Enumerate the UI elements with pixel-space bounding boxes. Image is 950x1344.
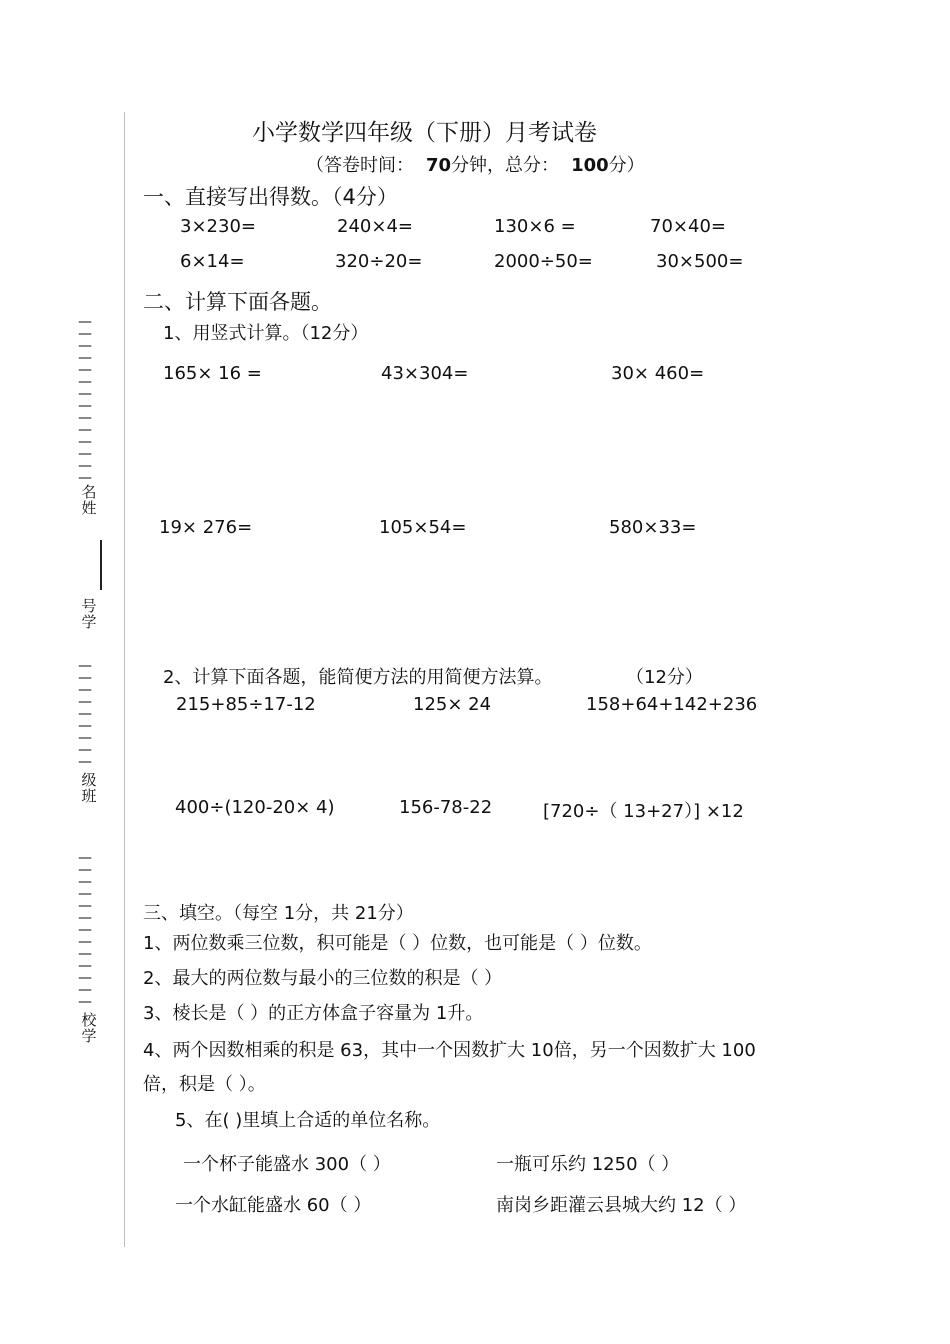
name-dash-line: — — — — — — — — — — — — — —	[78, 314, 92, 486]
fill-question-1: 1、两位数乘三位数，积可能是（ ）位数，也可能是（ ）位数。	[143, 933, 652, 954]
simplify-item: 156-78-22	[399, 797, 493, 818]
name-label: 名姓	[81, 483, 97, 517]
calc-item: 2000÷50=	[494, 251, 593, 272]
simplify-item: [720÷（ 13+27）] ×12	[543, 801, 744, 822]
calc-item: 320÷20=	[335, 251, 423, 272]
part2-heading: 2、计算下面各题，能简便方法的用简便方法算。	[163, 667, 553, 688]
calc-item: 240×4=	[337, 216, 413, 237]
fill-question-3: 3、棱长是（ ）的正方体盒子容量为 1升。	[143, 1003, 484, 1024]
separator-bar	[100, 540, 102, 590]
exam-title: 小学数学四年级（下册）月考试卷	[252, 120, 597, 146]
simplify-item: 400÷(120-20× 4)	[175, 797, 335, 818]
class-label: 级班	[81, 771, 97, 805]
section1-heading: 一、直接写出得数。（4分）	[143, 185, 398, 209]
subtitle-open: （答卷时间：	[306, 155, 414, 176]
school-dash-line: — — — — — — — — — — — — —	[78, 850, 92, 1010]
part2-points: （12分）	[626, 667, 703, 688]
margin-line	[124, 112, 125, 1247]
fill-question-4: 4、两个因数相乘的积是 63，其中一个因数扩大 10倍，另一个因数扩大 100	[143, 1040, 756, 1061]
simplify-item: 158+64+142+236	[586, 694, 758, 715]
fill-question-2: 2、最大的两位数与最小的三位数的积是（ ）	[143, 968, 503, 989]
vertical-calc-item: 19× 276=	[159, 517, 253, 538]
subtitle-mid: 分钟，总分：	[451, 155, 560, 176]
section2-heading: 二、计算下面各题。	[143, 290, 332, 314]
fill-question-5: 5、在( )里填上合适的单位名称。	[175, 1110, 441, 1131]
unit-item: 一个水缸能盛水 60（ ）	[175, 1195, 372, 1216]
part1-heading: 1、用竖式计算。（12分）	[163, 323, 369, 344]
school-label: 校学	[81, 1011, 97, 1045]
vertical-calc-item: 580×33=	[609, 517, 697, 538]
exam-subtitle	[306, 151, 645, 177]
vertical-calc-item: 105×54=	[379, 517, 467, 538]
vertical-calc-item: 43×304=	[381, 363, 469, 384]
calc-item: 6×14=	[180, 251, 245, 272]
section3-heading: 三、填空。（每空 1分，共 21分）	[143, 903, 414, 924]
subtitle-close: 分）	[608, 155, 645, 176]
calc-item: 30×500=	[656, 251, 744, 272]
student-number-label: 号学	[81, 597, 97, 631]
unit-item: 一个杯子能盛水 300（ ）	[183, 1154, 391, 1175]
unit-item: 一瓶可乐约 1250（ ）	[496, 1154, 680, 1175]
fill-question-4-cont: 倍，积是（ ）。	[143, 1074, 266, 1095]
simplify-item: 125× 24	[413, 694, 492, 715]
calc-item: 130×6 =	[494, 216, 576, 237]
unit-item: 南岗乡距灌云县城大约 12（ ）	[496, 1195, 747, 1216]
simplify-item: 215+85÷17-12	[176, 694, 316, 715]
vertical-calc-item: 165× 16 =	[163, 363, 262, 384]
score-value: 100	[571, 155, 609, 176]
vertical-calc-item: 30× 460=	[611, 363, 705, 384]
time-value: 70	[426, 155, 452, 176]
class-dash-line: — — — — — — — — —	[78, 658, 92, 770]
calc-item: 70×40=	[650, 216, 726, 237]
calc-item: 3×230=	[180, 216, 256, 237]
